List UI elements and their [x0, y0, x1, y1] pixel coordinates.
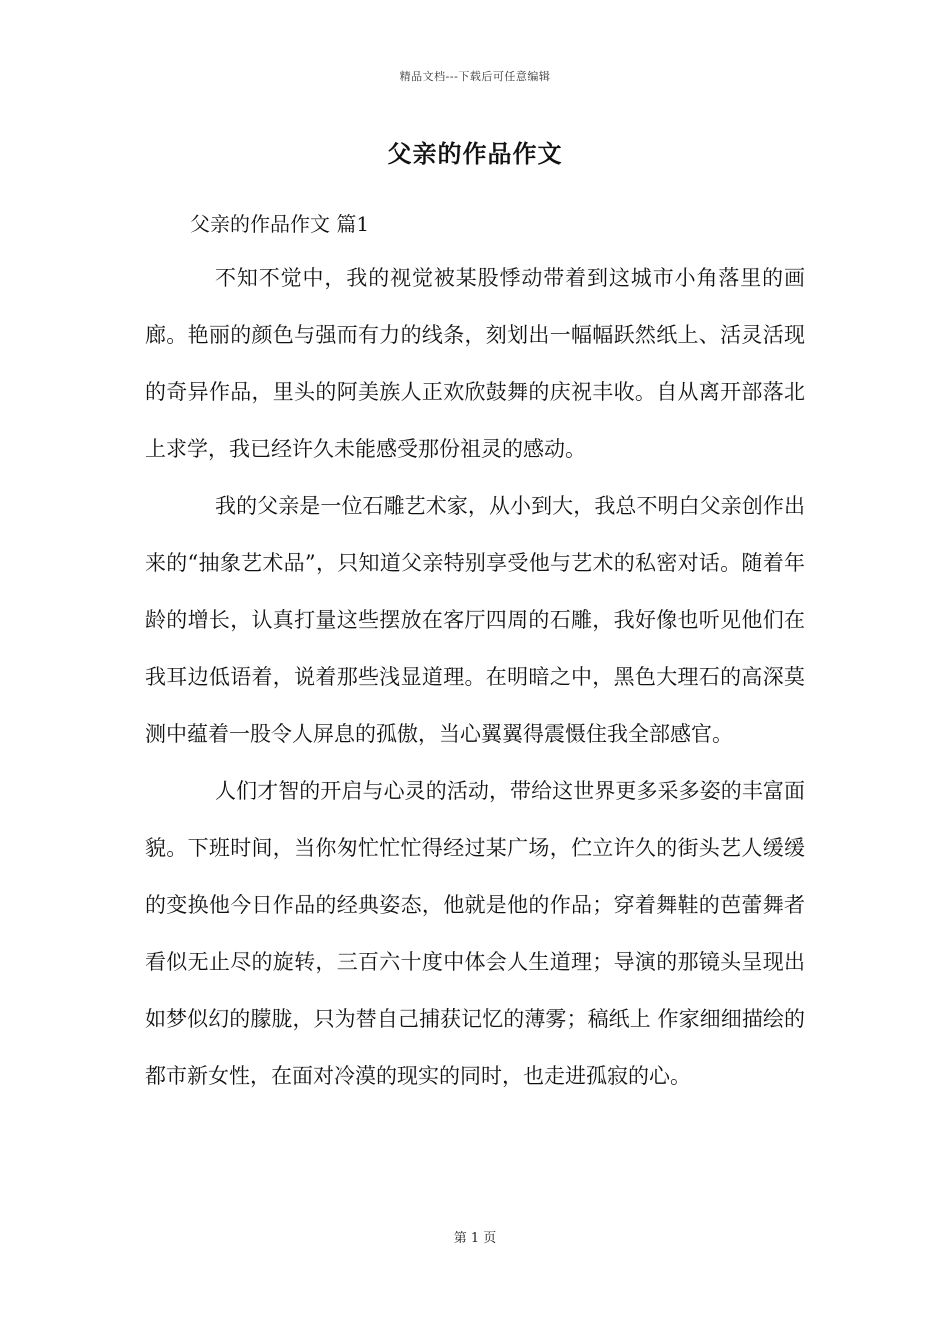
- document-title: 父亲的作品作文: [387, 139, 563, 168]
- paragraph: 不知不觉中，我的视觉被某股悸动带着到这城市小角落里的画廊。艳丽的颜色与强而有力的线条，刻划出一幅幅跃然纸上、活灵活现的奇异作品，里头的阿美族人正欢欣鼓舞的庆祝丰收。自从离开部落北上求学，我已经许久未能感受那份祖灵的感动。: [145, 266, 805, 461]
- paragraph: 我的父亲是一位石雕艺术家，从小到大，我总不明白父亲创作出来的“抽象艺术品”，只知道父亲特别享受他与艺术的私密对话。随着年龄的增长，认真打量这些摆放在客厅四周的石雕，我好像也听见他们在我耳边低语着，说着那些浅显道理。在明暗之中，黑色大理石的高深莫测中蕴着一股令人屏息的孤傲，当心翼翼得震慑住我全部感官。: [145, 494, 805, 746]
- paragraph: 人们才智的开启与心灵的活动，带给这世界更多采多姿的丰富面貌。下班时间，当你匆忙忙忙得经过某广场，伫立许久的街头艺人缓缓的变换他今日作品的经典姿态，他就是他的作品；穿着舞鞋的芭蕾舞者看似无止尽的旋转，三百六十度中体会人生道理；导演的那镜头呈现出如梦似幻的朦胧，只为替自己捕获记忆的薄雾；稿纸上 作家细细描绘的都市新女性，在面对冷漠的现实的同时，也走进孤寂的心。: [145, 779, 805, 1088]
- section-label: 父亲的作品作文 篇1: [190, 212, 370, 236]
- document-body: [145, 250, 805, 1105]
- page-number: 第 1 页: [453, 1231, 497, 1246]
- header-note: 精品文档---下载后可任意编辑: [399, 70, 551, 83]
